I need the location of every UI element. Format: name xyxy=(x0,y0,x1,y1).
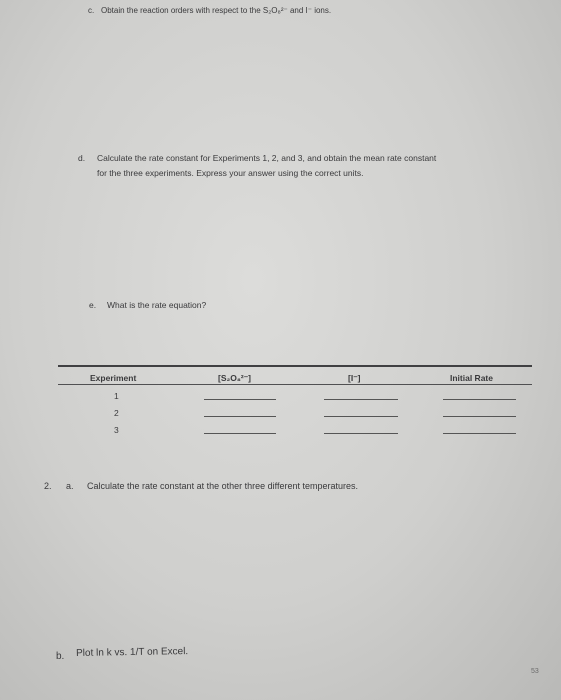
blank-r3-iodide[interactable] xyxy=(324,433,398,434)
question-d-line2: for the three experiments. Express your answer using the correct units. xyxy=(97,168,364,178)
blank-r1-iodide[interactable] xyxy=(324,399,398,400)
blank-r3-rate[interactable] xyxy=(443,433,516,434)
header-initial-rate: Initial Rate xyxy=(450,373,493,383)
question-e-text: What is the rate equation? xyxy=(107,300,207,310)
blank-r1-rate[interactable] xyxy=(443,399,516,400)
blank-r1-persulfate[interactable] xyxy=(204,399,276,400)
blank-r2-rate[interactable] xyxy=(443,416,516,417)
blank-r3-persulfate[interactable] xyxy=(204,433,276,434)
row-3-experiment: 3 xyxy=(114,425,119,435)
header-persulfate-conc: [S₂O₈²⁻] xyxy=(218,373,252,383)
page-number: 53 xyxy=(531,668,539,675)
question-2b-letter: b. xyxy=(56,651,65,662)
question-d-letter: d. xyxy=(78,153,86,163)
question-2a-letter: a. xyxy=(66,481,74,491)
question-c-text: Obtain the reaction orders with respect to the S₂O₈²⁻ and I⁻ ions. xyxy=(101,6,332,15)
blank-r2-persulfate[interactable] xyxy=(204,416,276,417)
row-2-experiment: 2 xyxy=(114,408,119,418)
blank-r2-iodide[interactable] xyxy=(324,416,398,417)
question-e-letter: e. xyxy=(89,300,97,310)
question-2-number: 2. xyxy=(44,481,52,491)
table-top-rule xyxy=(58,365,532,367)
table-header-rule xyxy=(58,384,532,385)
header-iodide-conc: [I⁻] xyxy=(348,373,361,383)
question-d-line1: Calculate the rate constant for Experiments 1, 2, and 3, and obtain the mean rate constant xyxy=(97,153,437,163)
header-experiment: Experiment xyxy=(90,373,137,383)
question-2a-text: Calculate the rate constant at the other three different temperatures. xyxy=(87,481,358,491)
row-1-experiment: 1 xyxy=(114,391,119,401)
question-c-letter: c. xyxy=(88,6,95,15)
question-2b-text: Plot ln k vs. 1/T on Excel. xyxy=(76,646,189,659)
